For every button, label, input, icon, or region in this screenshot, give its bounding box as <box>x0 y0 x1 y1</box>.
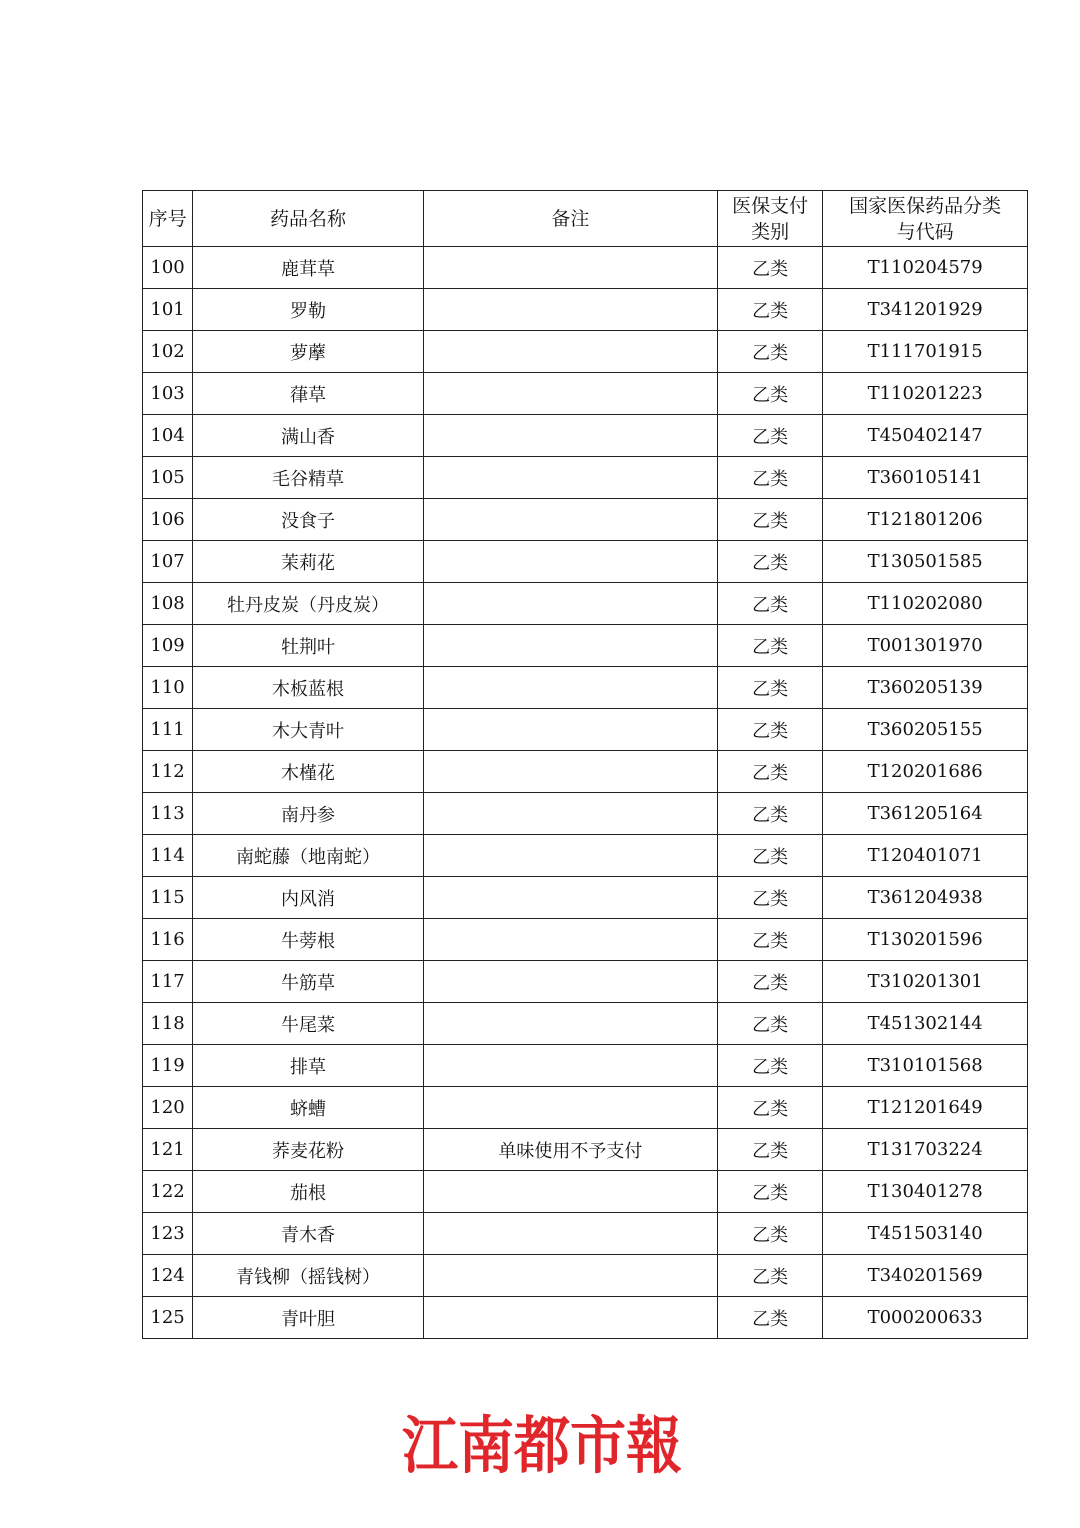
table-header-row <box>143 191 1028 247</box>
cell-remarks <box>423 331 717 373</box>
cell-drug-name: 南蛇藤（地南蛇） <box>193 835 424 877</box>
cell-drug-name: 茉莉花 <box>193 541 424 583</box>
cell-index: 102 <box>143 331 193 373</box>
table-row <box>143 1297 1028 1339</box>
table-row <box>143 1087 1028 1129</box>
cell-classification-code: T310201301 <box>823 961 1028 1003</box>
cell-drug-name: 牛尾菜 <box>193 1003 424 1045</box>
cell-payment-category: 乙类 <box>717 499 822 541</box>
cell-payment-category: 乙类 <box>717 331 822 373</box>
cell-remarks <box>423 709 717 751</box>
cell-drug-name: 南丹参 <box>193 793 424 835</box>
cell-drug-name: 牛筋草 <box>193 961 424 1003</box>
cell-index: 107 <box>143 541 193 583</box>
cell-payment-category: 乙类 <box>717 1255 822 1297</box>
cell-index: 118 <box>143 1003 193 1045</box>
cell-index: 125 <box>143 1297 193 1339</box>
cell-classification-code: T451302144 <box>823 1003 1028 1045</box>
table-row <box>143 793 1028 835</box>
cell-index: 106 <box>143 499 193 541</box>
cell-classification-code: T130501585 <box>823 541 1028 583</box>
cell-index: 111 <box>143 709 193 751</box>
cell-index: 109 <box>143 625 193 667</box>
cell-index: 119 <box>143 1045 193 1087</box>
cell-classification-code: T110202080 <box>823 583 1028 625</box>
cell-drug-name: 木大青叶 <box>193 709 424 751</box>
table-row <box>143 373 1028 415</box>
jiangnan-dushibao-logo <box>400 1405 684 1485</box>
cell-drug-name: 牡丹皮炭（丹皮炭） <box>193 583 424 625</box>
cell-remarks <box>423 1045 717 1087</box>
cell-payment-category: 乙类 <box>717 289 822 331</box>
cell-remarks <box>423 751 717 793</box>
table-row <box>143 1129 1028 1171</box>
cell-index: 113 <box>143 793 193 835</box>
cell-classification-code: T121201649 <box>823 1087 1028 1129</box>
cell-payment-category: 乙类 <box>717 1087 822 1129</box>
cell-remarks <box>423 1297 717 1339</box>
cell-payment-category: 乙类 <box>717 541 822 583</box>
cell-index: 116 <box>143 919 193 961</box>
cell-remarks <box>423 1087 717 1129</box>
cell-drug-name: 葎草 <box>193 373 424 415</box>
cell-classification-code: T110201223 <box>823 373 1028 415</box>
cell-index: 122 <box>143 1171 193 1213</box>
cell-remarks <box>423 1003 717 1045</box>
header-payment-category: 医保支付 类别 <box>717 191 822 247</box>
table-row <box>143 415 1028 457</box>
cell-classification-code: T111701915 <box>823 331 1028 373</box>
cell-classification-code: T130401278 <box>823 1171 1028 1213</box>
table-row <box>143 751 1028 793</box>
cell-remarks <box>423 625 717 667</box>
cell-drug-name: 蛴螬 <box>193 1087 424 1129</box>
cell-payment-category: 乙类 <box>717 751 822 793</box>
table-row <box>143 1003 1028 1045</box>
cell-remarks <box>423 415 717 457</box>
table-row <box>143 1213 1028 1255</box>
cell-payment-category: 乙类 <box>717 1213 822 1255</box>
cell-payment-category: 乙类 <box>717 583 822 625</box>
cell-payment-category: 乙类 <box>717 373 822 415</box>
cell-remarks <box>423 1171 717 1213</box>
cell-classification-code: T000200633 <box>823 1297 1028 1339</box>
cell-payment-category: 乙类 <box>717 835 822 877</box>
cell-payment-category: 乙类 <box>717 667 822 709</box>
table-row <box>143 289 1028 331</box>
table-row <box>143 961 1028 1003</box>
table-row <box>143 1255 1028 1297</box>
header-drug-name: 药品名称 <box>193 191 424 247</box>
drug-table-container <box>142 190 1028 1339</box>
cell-payment-category: 乙类 <box>717 961 822 1003</box>
cell-drug-name: 排草 <box>193 1045 424 1087</box>
cell-remarks <box>423 1213 717 1255</box>
cell-remarks <box>423 583 717 625</box>
table-row <box>143 541 1028 583</box>
cell-index: 104 <box>143 415 193 457</box>
cell-remarks: 单味使用不予支付 <box>423 1129 717 1171</box>
cell-remarks <box>423 541 717 583</box>
cell-drug-name: 木槿花 <box>193 751 424 793</box>
cell-index: 123 <box>143 1213 193 1255</box>
cell-classification-code: T110204579 <box>823 247 1028 289</box>
cell-index: 101 <box>143 289 193 331</box>
cell-index: 124 <box>143 1255 193 1297</box>
cell-drug-name: 青叶胆 <box>193 1297 424 1339</box>
cell-classification-code: T360205139 <box>823 667 1028 709</box>
cell-drug-name: 罗勒 <box>193 289 424 331</box>
cell-payment-category: 乙类 <box>717 247 822 289</box>
cell-remarks <box>423 499 717 541</box>
cell-classification-code: T450402147 <box>823 415 1028 457</box>
cell-drug-name: 毛谷精草 <box>193 457 424 499</box>
cell-classification-code: T120201686 <box>823 751 1028 793</box>
cell-index: 112 <box>143 751 193 793</box>
cell-classification-code: T451503140 <box>823 1213 1028 1255</box>
cell-payment-category: 乙类 <box>717 625 822 667</box>
cell-remarks <box>423 1255 717 1297</box>
cell-payment-category: 乙类 <box>717 415 822 457</box>
table-body <box>143 247 1028 1339</box>
cell-classification-code: T341201929 <box>823 289 1028 331</box>
cell-drug-name: 茄根 <box>193 1171 424 1213</box>
cell-classification-code: T121801206 <box>823 499 1028 541</box>
table-row <box>143 457 1028 499</box>
header-classification-code: 国家医保药品分类 与代码 <box>823 191 1028 247</box>
header-remarks: 备注 <box>423 191 717 247</box>
cell-classification-code: T340201569 <box>823 1255 1028 1297</box>
cell-index: 115 <box>143 877 193 919</box>
cell-payment-category: 乙类 <box>717 1297 822 1339</box>
table-row <box>143 667 1028 709</box>
cell-remarks <box>423 667 717 709</box>
cell-index: 120 <box>143 1087 193 1129</box>
cell-remarks <box>423 961 717 1003</box>
table-row <box>143 499 1028 541</box>
cell-remarks <box>423 793 717 835</box>
cell-payment-category: 乙类 <box>717 1129 822 1171</box>
cell-payment-category: 乙类 <box>717 877 822 919</box>
cell-payment-category: 乙类 <box>717 919 822 961</box>
cell-classification-code: T310101568 <box>823 1045 1028 1087</box>
cell-classification-code: T001301970 <box>823 625 1028 667</box>
cell-drug-name: 鹿茸草 <box>193 247 424 289</box>
cell-classification-code: T361204938 <box>823 877 1028 919</box>
cell-classification-code: T360205155 <box>823 709 1028 751</box>
cell-classification-code: T120401071 <box>823 835 1028 877</box>
header-index: 序号 <box>143 191 193 247</box>
cell-payment-category: 乙类 <box>717 793 822 835</box>
cell-index: 117 <box>143 961 193 1003</box>
cell-drug-name: 牡荆叶 <box>193 625 424 667</box>
table-row <box>143 1171 1028 1213</box>
cell-drug-name: 满山香 <box>193 415 424 457</box>
cell-index: 103 <box>143 373 193 415</box>
table-row <box>143 877 1028 919</box>
table-row <box>143 919 1028 961</box>
cell-index: 100 <box>143 247 193 289</box>
cell-index: 121 <box>143 1129 193 1171</box>
cell-classification-code: T131703224 <box>823 1129 1028 1171</box>
cell-remarks <box>423 373 717 415</box>
cell-drug-name: 青钱柳（摇钱树） <box>193 1255 424 1297</box>
cell-payment-category: 乙类 <box>717 1171 822 1213</box>
cell-drug-name: 木板蓝根 <box>193 667 424 709</box>
table-row <box>143 583 1028 625</box>
cell-drug-name: 青木香 <box>193 1213 424 1255</box>
drug-table <box>142 190 1028 1339</box>
table-row <box>143 625 1028 667</box>
cell-payment-category: 乙类 <box>717 457 822 499</box>
cell-drug-name: 内风消 <box>193 877 424 919</box>
cell-drug-name: 荞麦花粉 <box>193 1129 424 1171</box>
cell-remarks <box>423 877 717 919</box>
table-row <box>143 1045 1028 1087</box>
cell-classification-code: T130201596 <box>823 919 1028 961</box>
table-row <box>143 247 1028 289</box>
cell-drug-name: 牛蒡根 <box>193 919 424 961</box>
cell-payment-category: 乙类 <box>717 709 822 751</box>
cell-remarks <box>423 247 717 289</box>
cell-drug-name: 萝藦 <box>193 331 424 373</box>
table-row <box>143 835 1028 877</box>
cell-classification-code: T361205164 <box>823 793 1028 835</box>
table-row <box>143 331 1028 373</box>
cell-remarks <box>423 457 717 499</box>
cell-index: 114 <box>143 835 193 877</box>
cell-drug-name: 没食子 <box>193 499 424 541</box>
cell-index: 105 <box>143 457 193 499</box>
cell-index: 110 <box>143 667 193 709</box>
cell-index: 108 <box>143 583 193 625</box>
svg-text:江南都市報: 江南都市報 <box>402 1409 682 1482</box>
table-row <box>143 709 1028 751</box>
cell-remarks <box>423 289 717 331</box>
cell-payment-category: 乙类 <box>717 1003 822 1045</box>
cell-remarks <box>423 919 717 961</box>
cell-classification-code: T360105141 <box>823 457 1028 499</box>
cell-remarks <box>423 835 717 877</box>
cell-payment-category: 乙类 <box>717 1045 822 1087</box>
